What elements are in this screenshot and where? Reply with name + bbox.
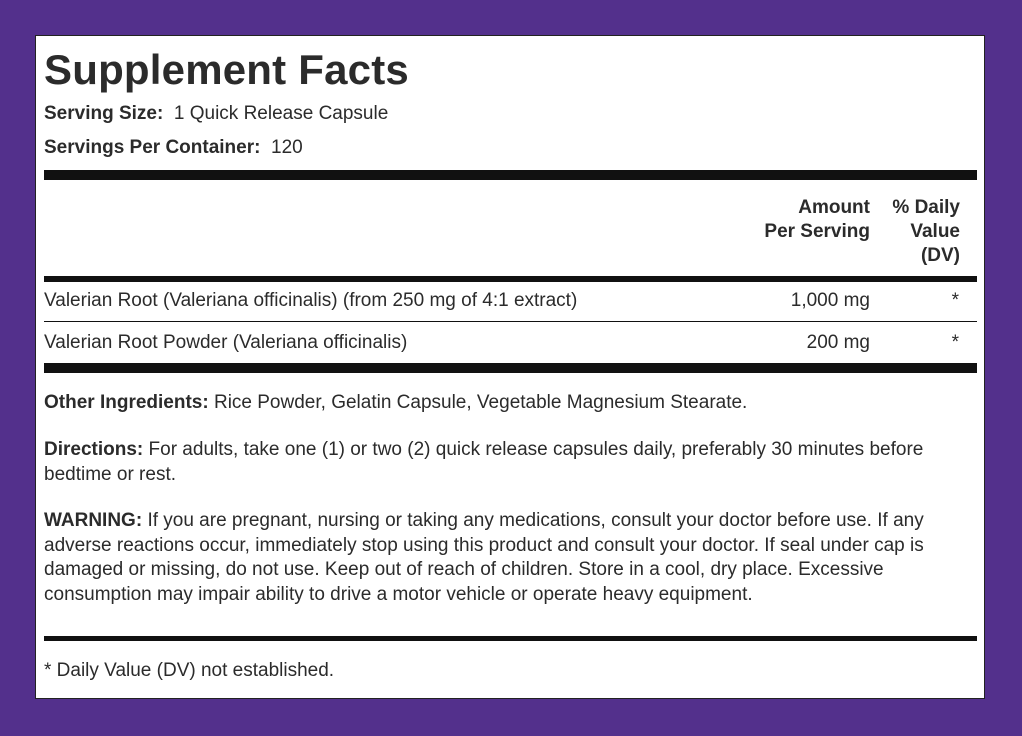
dv-header-line1: % Daily [892, 197, 960, 218]
ingredient-name: Valerian Root (Valeriana officinalis) (from 250 mg of 4:1 extract) [44, 290, 578, 311]
footnote: * Daily Value (DV) not established. [44, 660, 335, 681]
thick-divider-top [44, 170, 977, 180]
other-ingredients [44, 391, 979, 416]
serving-size [44, 103, 388, 125]
warning-text: If you are pregnant, nursing or taking any medications, consult your doctor before use. If any adverse reactions occur, immediately stop using this product and consult your doctor. If seal under cap is damaged or missing, do not use. Keep out of reach of children. Store in a cool, dry place. Excessive consumption may impair ability to drive a motor vehicle or operate heavy equipment. [44, 510, 924, 605]
amount-header-line2: Per Serving [764, 221, 870, 242]
warning-label: WARNING: [44, 510, 143, 531]
ingredient-name: Valerian Root Powder (Valeriana officinalis) [44, 332, 408, 353]
supplement-facts-panel [35, 35, 985, 699]
thick-divider-middle [44, 363, 977, 373]
ingredient-dv: * [951, 332, 959, 353]
servings-per-container-label: Servings Per Container: [44, 137, 261, 158]
medium-divider [44, 276, 977, 282]
directions-label: Directions: [44, 439, 144, 460]
thin-divider [44, 321, 977, 322]
dv-header-line2: Value [910, 221, 960, 242]
directions-text: For adults, take one (1) or two (2) quick release capsules daily, preferably 30 minutes before bedtime or rest. [44, 439, 924, 485]
servings-per-container [44, 137, 303, 159]
serving-size-label: Serving Size: [44, 103, 164, 124]
directions [44, 438, 979, 487]
ingredient-dv: * [951, 290, 959, 311]
page-title: Supplement Facts [44, 46, 409, 93]
other-ingredients-text: Rice Powder, Gelatin Capsule, Vegetable Magnesium Stearate. [213, 392, 748, 413]
warning [44, 509, 979, 607]
serving-size-value: 1 Quick Release Capsule [173, 103, 389, 124]
amount-header-line1: Amount [798, 197, 870, 218]
bottom-divider [44, 636, 977, 641]
other-ingredients-label: Other Ingredients: [44, 392, 209, 413]
ingredient-amount: 200 mg [806, 332, 870, 353]
ingredient-amount: 1,000 mg [790, 290, 870, 311]
amount-per-serving-header [764, 196, 870, 244]
dv-header-line3: (DV) [920, 245, 960, 266]
daily-value-header [892, 196, 960, 268]
servings-per-container-value: 120 [271, 137, 303, 158]
